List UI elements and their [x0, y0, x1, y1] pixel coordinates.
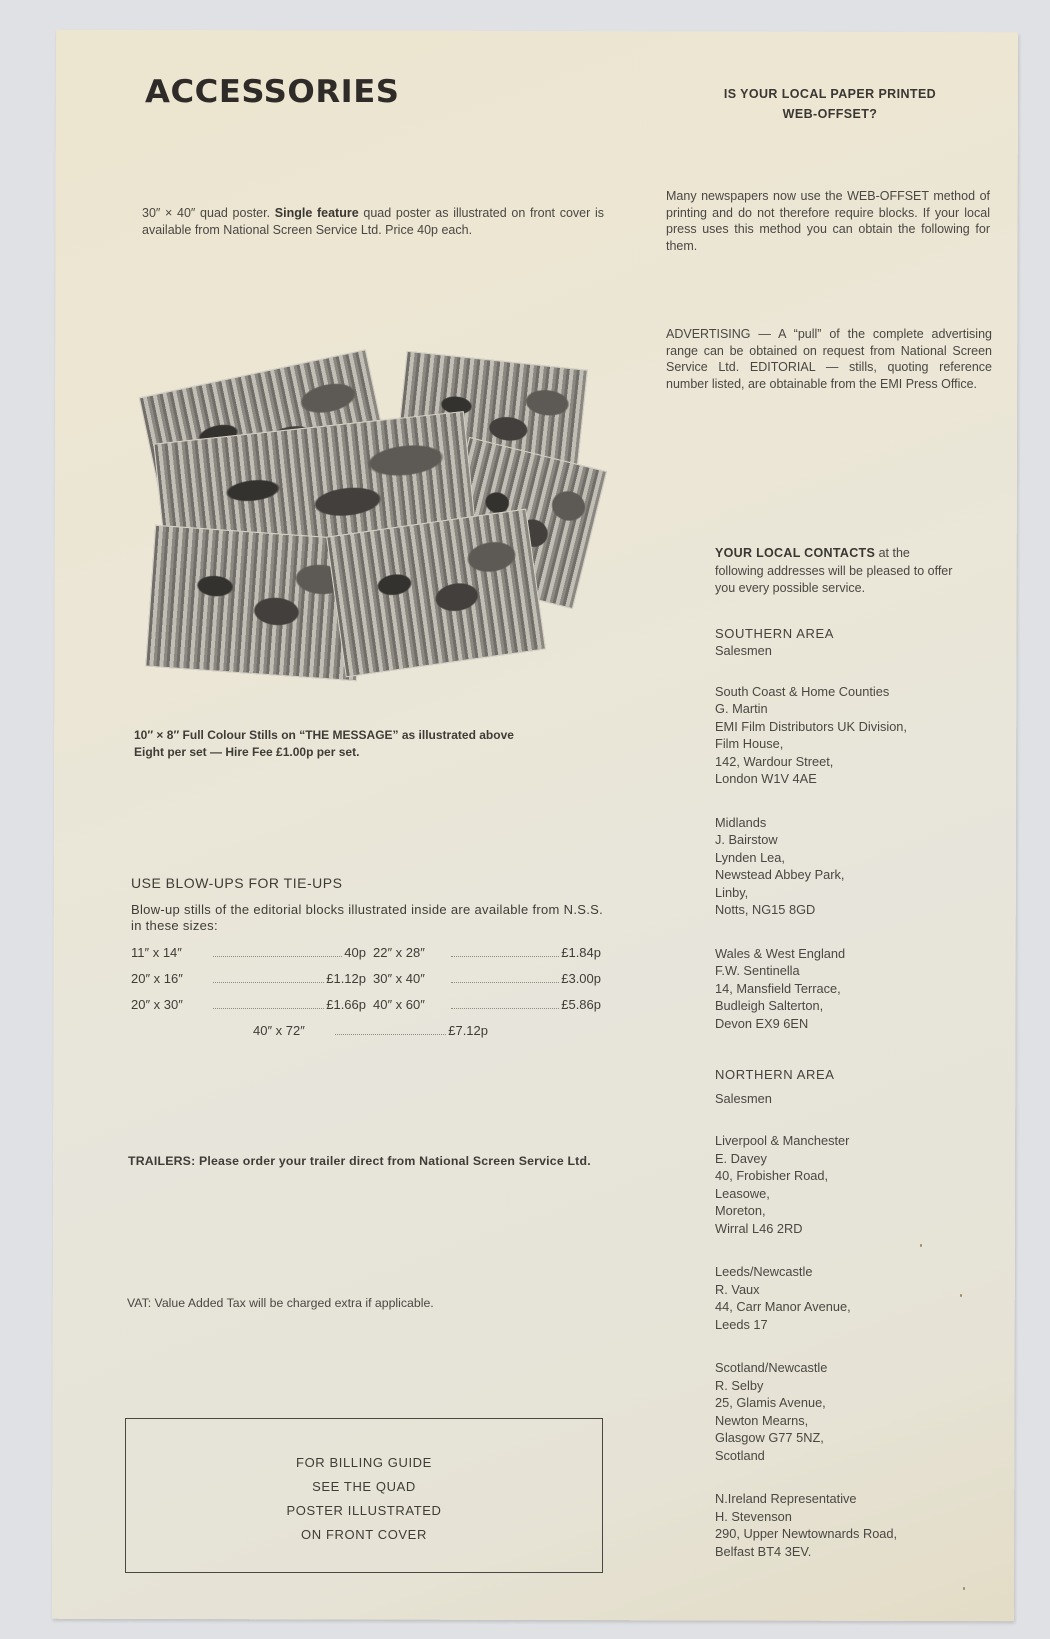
contact-address-line: Scotland — [715, 1447, 765, 1463]
size-item — [366, 945, 601, 960]
web-offset-heading — [690, 84, 970, 124]
contact-address-line: EMI Film Distributors UK Division, — [715, 718, 907, 734]
size-price: £1.12p — [326, 971, 366, 986]
contacts-lead: YOUR LOCAL CONTACTS — [715, 546, 876, 560]
billing-line: SEE THE QUAD — [312, 1479, 416, 1494]
billing-guide-text — [126, 1451, 602, 1547]
contact-address-line: Newstead Abbey Park, — [715, 867, 845, 882]
contact-region: Scotland/Newcastle — [715, 1360, 828, 1375]
size-item — [131, 971, 366, 986]
contact-name: J. Bairstow — [715, 832, 778, 847]
contact-name: F.W. Sentinella — [715, 963, 800, 978]
leader-dots — [451, 982, 559, 983]
contact-address-line: 14, Mansfield Terrace, — [715, 980, 841, 996]
contact-address-line: Notts, NG15 8GD — [715, 902, 816, 917]
contact-name: R. Vaux — [715, 1281, 760, 1297]
quad-size: 30″ × 40″ quad poster. — [142, 206, 271, 220]
contact-entry — [715, 1359, 955, 1464]
contact-region: Leeds/Newcastle — [715, 1264, 813, 1279]
leader-dots — [451, 1008, 559, 1009]
contact-entry — [715, 1132, 955, 1237]
blowup-sizes-table — [131, 945, 601, 1049]
contact-address-line: Linby, — [715, 884, 749, 900]
contact-address-line: 25, Glamis Avenue, — [715, 1395, 826, 1410]
contact-address-line: Moreton, — [715, 1203, 766, 1218]
contact-entry — [715, 814, 955, 919]
contact-region: N.Ireland Representative — [715, 1491, 857, 1506]
leader-dots — [213, 982, 324, 983]
size-price: £7.12p — [448, 1023, 488, 1038]
size-item — [131, 997, 366, 1012]
contact-address-line: Newton Mearns, — [715, 1412, 809, 1428]
trailers-note: TRAILERS: Please order your trailer direct from National Screen Service Ltd. — [128, 1154, 591, 1168]
size-row — [131, 1023, 601, 1049]
size-row — [131, 945, 601, 971]
contact-entry — [715, 683, 955, 788]
contact-region: South Coast & Home Counties — [715, 683, 890, 699]
southern-area-heading: SOUTHERN AREA — [715, 625, 835, 641]
contact-name: E. Davey — [715, 1150, 767, 1166]
stills-caption — [134, 727, 604, 761]
web-offset-heading-line1: IS YOUR LOCAL PAPER PRINTED — [723, 87, 937, 101]
contact-address-line: 142, Wardour Street, — [715, 753, 834, 769]
quad-bold: Single feature — [274, 206, 359, 220]
size-item — [366, 997, 601, 1012]
billing-line: FOR BILLING GUIDE — [296, 1455, 432, 1470]
quad-poster-text — [142, 205, 604, 238]
size-dim: 40″ x 72″ — [253, 1023, 305, 1038]
size-price: £1.84p — [561, 945, 601, 960]
stills-caption-line2: Eight per set — Hire Fee £1.00p per set. — [134, 745, 360, 759]
paper-fleck — [920, 1244, 922, 1247]
stills-caption-line1: 10″ × 8″ Full Colour Stills on “THE MESSAGE” as illustrated above — [134, 728, 514, 742]
southern-area-sub: Salesmen — [715, 643, 772, 658]
size-price: £5.86p — [561, 997, 601, 1012]
contact-entry — [715, 945, 955, 1033]
size-item — [366, 971, 601, 986]
contact-entry — [715, 1263, 955, 1333]
size-row — [131, 971, 601, 997]
contact-address-line: Lynden Lea, — [715, 849, 785, 865]
contact-entry — [715, 1490, 955, 1560]
size-item — [131, 945, 366, 960]
quad-body: quad poster as illustrated on front cover is available from National Screen Service Ltd. Price 40p each. — [142, 206, 604, 237]
page-title: ACCESSORIES — [145, 74, 400, 110]
size-dim: 20″ x 30″ — [131, 997, 183, 1012]
contact-address-line: 40, Frobisher Road, — [715, 1168, 829, 1183]
web-offset-heading-line2: WEB-OFFSET? — [782, 107, 878, 121]
billing-line: ON FRONT COVER — [301, 1527, 427, 1542]
blowups-intro: Blow-up stills of the editorial blocks illustrated inside are available from N.S.S. in these sizes: — [131, 902, 603, 933]
web-offset-body: Many newspapers now use the WEB-OFFSET method of printing and do not therefore require blocks. If your local press uses this method you can obtain the following for them. — [666, 189, 990, 253]
contact-name: H. Stevenson — [715, 1508, 792, 1524]
contacts-lead-rest: at the following addresses will be pleased to offer you every possible service. — [715, 546, 953, 595]
leader-dots — [213, 956, 342, 957]
contact-address-line: Film House, — [715, 736, 784, 751]
advertising-body: ADVERTISING — A “pull” of the complete advertising range can be obtained on request from National Screen Service Ltd. EDITORIAL — stills, quoting reference number listed, are obtainable from the EMI Press Office. — [666, 327, 992, 391]
vat-note: VAT: Value Added Tax will be charged extra if applicable. — [127, 1296, 434, 1310]
contact-address-line: Budleigh Salterton, — [715, 998, 824, 1013]
contact-address-line: 44, Carr Manor Avenue, — [715, 1299, 851, 1314]
still-photo-6 — [326, 509, 546, 678]
billing-guide-box — [125, 1418, 603, 1573]
northern-area-heading: NORTHERN AREA — [715, 1067, 835, 1082]
blowups-heading: USE BLOW-UPS FOR TIE-UPS — [131, 875, 343, 891]
paper-fleck — [963, 1587, 965, 1590]
contact-address-line: London W1V 4AE — [715, 771, 817, 786]
size-price: £3.00p — [561, 971, 601, 986]
size-dim: 30″ x 40″ — [373, 971, 425, 986]
contact-name: R. Selby — [715, 1377, 764, 1393]
size-price: 40p — [344, 945, 366, 960]
size-dim: 11″ x 14″ — [131, 945, 182, 960]
contact-address-line: Glasgow G77 5NZ, — [715, 1430, 824, 1445]
contact-address-line: Belfast BT4 3EV. — [715, 1543, 812, 1559]
contacts-intro — [715, 545, 955, 598]
local-contacts — [715, 545, 955, 1560]
northern-area-sub: Salesmen — [715, 1090, 772, 1106]
paper-fleck — [960, 1294, 962, 1297]
contact-address-line: Wirral L46 2RD — [715, 1220, 803, 1236]
size-item — [253, 1023, 488, 1038]
contact-address-line: Devon EX9 6EN — [715, 1015, 809, 1031]
contact-region: Wales & West England — [715, 945, 846, 961]
contact-region: Liverpool & Manchester — [715, 1133, 850, 1148]
size-price: £1.66p — [326, 997, 366, 1012]
contact-name: G. Martin — [715, 701, 768, 716]
billing-line: POSTER ILLUSTRATED — [286, 1503, 442, 1518]
stills-collage-image — [150, 342, 590, 692]
leader-dots — [213, 1008, 324, 1009]
contact-region: Midlands — [715, 814, 767, 830]
leader-dots — [451, 956, 559, 957]
leader-dots — [335, 1034, 446, 1035]
size-dim: 40″ x 60″ — [373, 997, 425, 1012]
size-dim: 20″ x 16″ — [131, 971, 183, 986]
contact-address-line: 290, Upper Newtownards Road, — [715, 1526, 898, 1541]
contact-address-line: Leeds 17 — [715, 1316, 768, 1332]
contact-address-line: Leasowe, — [715, 1185, 770, 1201]
size-row — [131, 997, 601, 1023]
size-dim: 22″ x 28″ — [373, 945, 425, 960]
